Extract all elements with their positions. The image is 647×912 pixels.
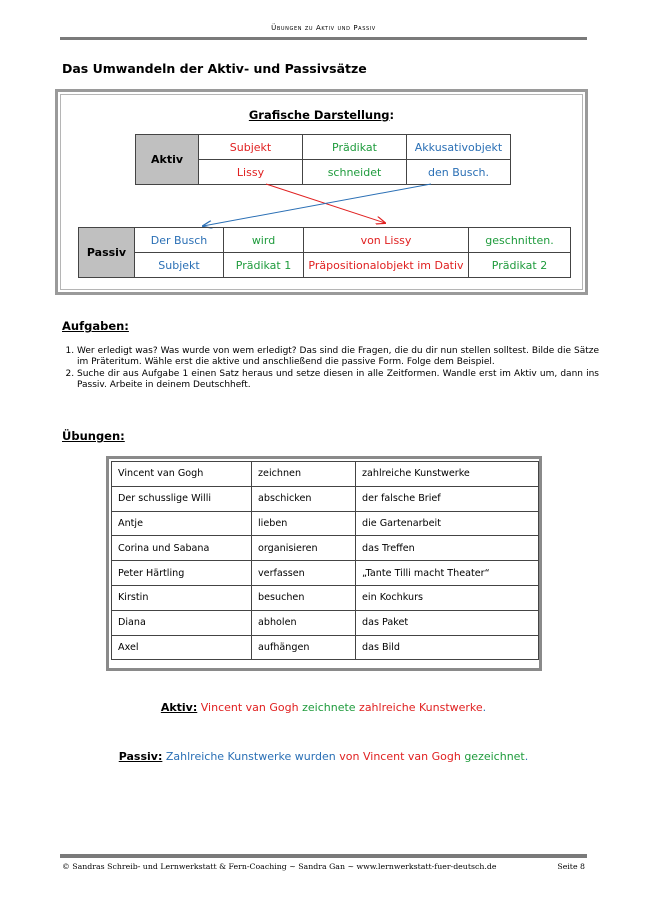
object-cell: „Tante Tilli macht Theater“ <box>356 561 539 586</box>
object-cell: das Treffen <box>356 536 539 561</box>
aufgaben-heading: Aufgaben: <box>62 319 129 333</box>
passiv-role-praedikat1: Prädikat 1 <box>224 253 304 278</box>
passiv-word-praedikat1: wird <box>224 228 304 253</box>
diagram-title-colon: : <box>389 108 395 122</box>
table-row <box>112 635 539 660</box>
subject-cell: Kirstin <box>112 585 252 610</box>
arrow-objekt-to-subjekt <box>203 184 431 226</box>
passiv-word-subjekt: Der Busch <box>135 228 224 253</box>
passiv-label: Passiv <box>79 228 135 278</box>
passiv-role-agent: Präpositionalobjekt im Dativ <box>304 253 469 278</box>
subject-cell: Antje <box>112 511 252 536</box>
verb-cell: organisieren <box>252 536 356 561</box>
object-cell: der falsche Brief <box>356 486 539 511</box>
subject-cell: Vincent van Gogh <box>112 462 252 487</box>
passiv-example-verb1: wurden <box>294 750 336 763</box>
exercise-table <box>111 461 539 660</box>
table-row <box>112 511 539 536</box>
passiv-table <box>78 227 571 278</box>
subject-cell: Corina und Sabana <box>112 536 252 561</box>
page-number: Seite 8 <box>557 862 585 871</box>
object-cell: zahlreiche Kunstwerke <box>356 462 539 487</box>
object-cell: das Bild <box>356 635 539 660</box>
aktiv-example-verb: zeichnete <box>302 701 356 714</box>
aktiv-example-object: zahlreiche Kunstwerke <box>359 701 483 714</box>
passiv-example-end: . <box>524 750 529 763</box>
header-rule <box>60 37 587 40</box>
table-row <box>112 561 539 586</box>
task-item: 2. Suche dir aus Aufgabe 1 einen Satz heraus und setze diesen in alle Zeitformen. Wandle erst im Aktiv um, dann ins Passiv. Arbeite in deinem Deutschheft. <box>77 369 599 392</box>
table-row <box>112 486 539 511</box>
table-row <box>112 610 539 635</box>
subject-cell: Peter Härtling <box>112 561 252 586</box>
aktiv-role-praedikat: Prädikat <box>303 135 407 160</box>
task-item: 1. Wer erledigt was? Was wurde von wem erledigt? Das sind die Fragen, die du dir nun stellen solltest. Bilde die Sätze im Präteritum. Wähle erst die aktive und anschließend die passive Form. Folge dem Beispiel. <box>77 346 599 369</box>
verb-cell: besuchen <box>252 585 356 610</box>
diagram-title-text: Grafische Darstellung <box>248 108 390 122</box>
passiv-word-praedikat2: geschnitten. <box>469 228 571 253</box>
aktiv-example-subject: Vincent van Gogh <box>200 701 299 714</box>
aktiv-example-end: . <box>482 701 487 714</box>
aktiv-word-subjekt: Lissy <box>199 160 303 185</box>
object-cell: das Paket <box>356 610 539 635</box>
page-title: Das Umwandeln der Aktiv- und Passivsätze <box>62 61 367 76</box>
subject-cell: Der schusslige Willi <box>112 486 252 511</box>
passiv-word-agent: von Lissy <box>304 228 469 253</box>
subject-cell: Diana <box>112 610 252 635</box>
uebungen-heading: Übungen: <box>62 429 125 443</box>
passiv-example-subject: Zahlreiche Kunstwerke <box>165 750 292 763</box>
table-row <box>112 536 539 561</box>
aktiv-example-label: Aktiv: <box>160 701 198 714</box>
aktiv-role-subjekt: Subjekt <box>199 135 303 160</box>
header-title: Übungen zu Aktiv und Passiv <box>271 24 376 32</box>
footer-rule <box>60 854 587 858</box>
verb-cell: abholen <box>252 610 356 635</box>
verb-cell: lieben <box>252 511 356 536</box>
verb-cell: verfassen <box>252 561 356 586</box>
object-cell: ein Kochkurs <box>356 585 539 610</box>
verb-cell: aufhängen <box>252 635 356 660</box>
aktiv-example <box>0 701 647 714</box>
passiv-example-verb2: gezeichnet <box>464 750 525 763</box>
object-cell: die Gartenarbeit <box>356 511 539 536</box>
aktiv-role-objekt: Akkusativobjekt <box>407 135 511 160</box>
subject-cell: Axel <box>112 635 252 660</box>
passiv-role-praedikat2: Prädikat 2 <box>469 253 571 278</box>
table-row <box>112 585 539 610</box>
aktiv-word-praedikat: schneidet <box>303 160 407 185</box>
task-list <box>62 346 599 391</box>
passiv-example <box>0 750 647 763</box>
passiv-role-subjekt: Subjekt <box>135 253 224 278</box>
aktiv-label: Aktiv <box>136 135 199 185</box>
diagram-panel <box>55 89 588 295</box>
passiv-example-agent: von Vincent van Gogh <box>339 750 461 763</box>
table-row <box>112 462 539 487</box>
exercise-table-frame <box>106 456 542 671</box>
footer-text: © Sandras Schreib- und Lernwerkstatt & Fern-Coaching ~ Sandra Gan ~ www.lernwerkstatt-fuer-deutsch.de <box>62 862 497 871</box>
aktiv-word-objekt: den Busch. <box>407 160 511 185</box>
verb-cell: zeichnen <box>252 462 356 487</box>
passiv-example-label: Passiv: <box>118 750 163 763</box>
verb-cell: abschicken <box>252 486 356 511</box>
